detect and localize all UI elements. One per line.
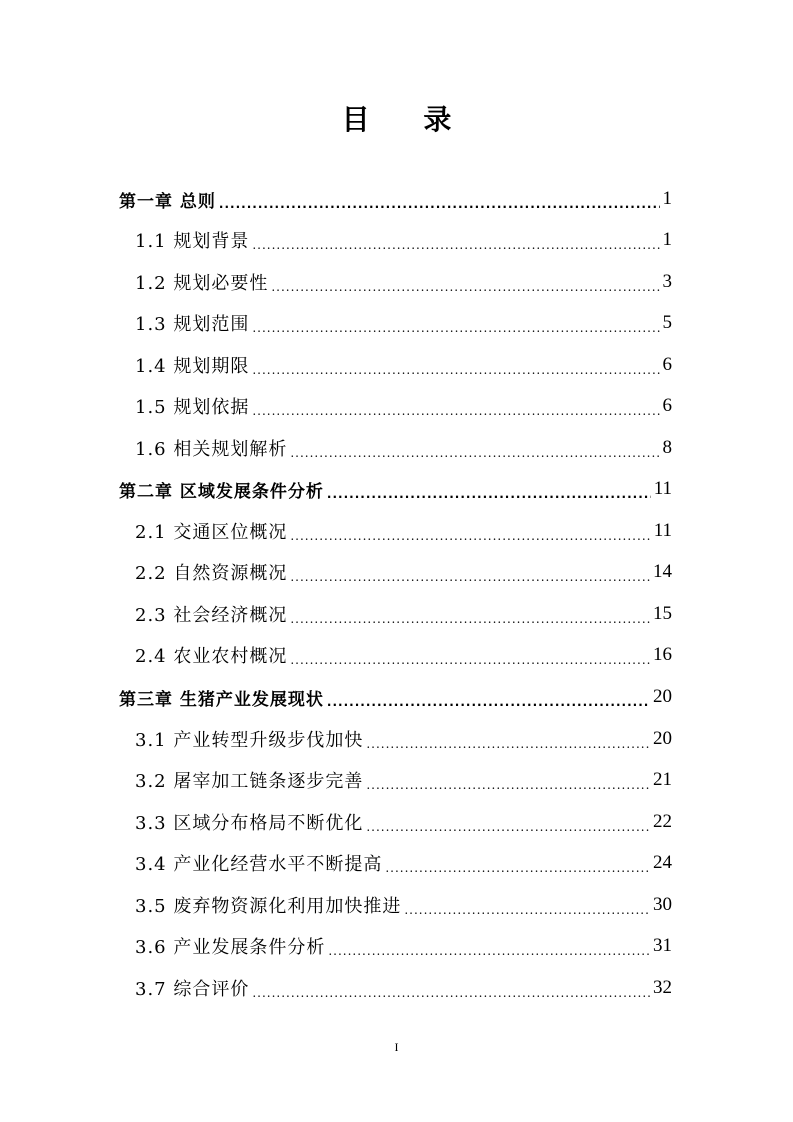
toc-entry-label: 2.4 农业农村概况 bbox=[135, 646, 288, 667]
toc-entry-label: 1.1 规划背景 bbox=[135, 231, 250, 252]
toc-entry-label: 第二章 区域发展条件分析 bbox=[119, 481, 324, 502]
toc-entry-2-3[interactable] bbox=[135, 594, 672, 634]
leader-dots bbox=[385, 861, 650, 875]
toc-entry-label: 第三章 生猪产业发展现状 bbox=[119, 689, 324, 710]
toc-entry-label: 3.2 屠宰加工链条逐步完善 bbox=[135, 771, 364, 792]
leader-dots bbox=[219, 197, 660, 211]
toc-entry-page: 6 bbox=[662, 354, 672, 375]
toc-entry-page: 24 bbox=[653, 852, 672, 873]
toc-entry-chapter-1[interactable] bbox=[119, 179, 672, 219]
leader-dots bbox=[252, 363, 659, 377]
toc-entry-1-3[interactable] bbox=[135, 303, 672, 343]
toc-entry-page: 11 bbox=[653, 520, 672, 541]
toc-entry-3-2[interactable] bbox=[135, 760, 672, 800]
leader-dots bbox=[327, 487, 651, 501]
toc-entry-label: 3.1 产业转型升级步伐加快 bbox=[135, 730, 364, 751]
toc-entry-label: 2.3 社会经济概况 bbox=[135, 605, 288, 626]
toc-entry-label: 2.1 交通区位概况 bbox=[135, 522, 288, 543]
leader-dots bbox=[290, 446, 659, 460]
leader-dots bbox=[327, 695, 650, 709]
toc-entry-page: 1 bbox=[662, 229, 672, 250]
leader-dots bbox=[290, 529, 650, 543]
toc-entry-page: 21 bbox=[653, 769, 672, 790]
toc-entry-page: 20 bbox=[653, 728, 672, 749]
toc-entry-page: 14 bbox=[653, 561, 672, 582]
toc-entry-1-4[interactable] bbox=[135, 345, 672, 385]
leader-dots bbox=[366, 737, 650, 751]
leader-dots bbox=[252, 404, 659, 418]
toc-entry-chapter-2[interactable] bbox=[119, 469, 672, 509]
toc-entry-page: 20 bbox=[653, 686, 672, 707]
toc-entry-label: 3.5 废弃物资源化利用加快推进 bbox=[135, 896, 402, 917]
toc-entry-label: 1.3 规划范围 bbox=[135, 314, 250, 335]
toc-title: 目 录 bbox=[341, 103, 474, 136]
toc-entry-label: 第一章 总则 bbox=[119, 191, 216, 212]
leader-dots bbox=[366, 820, 650, 834]
toc-entry-1-6[interactable] bbox=[135, 428, 672, 468]
toc-entry-label: 2.2 自然资源概况 bbox=[135, 563, 288, 584]
toc-entry-page: 1 bbox=[662, 188, 672, 209]
toc-entry-label: 1.2 规划必要性 bbox=[135, 273, 269, 294]
toc-entry-page: 32 bbox=[653, 977, 672, 998]
toc-entry-3-1[interactable] bbox=[135, 719, 672, 759]
leader-dots bbox=[328, 944, 650, 958]
toc-entry-page: 11 bbox=[653, 478, 672, 499]
leader-dots bbox=[252, 986, 650, 1000]
toc-entry-2-4[interactable] bbox=[135, 635, 672, 675]
toc-entry-3-5[interactable] bbox=[135, 885, 672, 925]
toc-entry-label: 3.4 产业化经营水平不断提高 bbox=[135, 854, 383, 875]
toc-entry-label: 3.6 产业发展条件分析 bbox=[135, 937, 326, 958]
toc-entry-label: 3.3 区域分布格局不断优化 bbox=[135, 813, 364, 834]
toc-entry-page: 3 bbox=[662, 271, 672, 292]
toc-entry-label: 3.7 综合评价 bbox=[135, 979, 250, 1000]
leader-dots bbox=[271, 280, 659, 294]
toc-entry-page: 15 bbox=[653, 603, 672, 624]
toc-entry-page: 30 bbox=[653, 894, 672, 915]
toc-entry-3-4[interactable] bbox=[135, 843, 672, 883]
toc-entry-1-2[interactable] bbox=[135, 262, 672, 302]
leader-dots bbox=[252, 238, 659, 252]
leader-dots bbox=[404, 903, 650, 917]
leader-dots bbox=[290, 570, 650, 584]
toc-entry-2-2[interactable] bbox=[135, 552, 672, 592]
leader-dots bbox=[252, 321, 659, 335]
toc-entry-page: 6 bbox=[662, 395, 672, 416]
toc-entry-1-5[interactable] bbox=[135, 386, 672, 426]
page-footer-number: I bbox=[394, 1040, 399, 1054]
toc-entry-page: 5 bbox=[662, 312, 672, 333]
toc-entry-page: 16 bbox=[653, 644, 672, 665]
toc-entry-page: 22 bbox=[653, 811, 672, 832]
toc-entry-page: 31 bbox=[653, 935, 672, 956]
toc-entry-3-6[interactable] bbox=[135, 926, 672, 966]
leader-dots bbox=[290, 653, 650, 667]
toc-entry-3-7[interactable] bbox=[135, 968, 672, 1008]
toc-entry-chapter-3[interactable] bbox=[119, 677, 672, 717]
toc-entry-label: 1.5 规划依据 bbox=[135, 397, 250, 418]
leader-dots bbox=[290, 612, 650, 626]
leader-dots bbox=[366, 778, 650, 792]
toc-entry-3-3[interactable] bbox=[135, 802, 672, 842]
toc-entry-page: 8 bbox=[662, 437, 672, 458]
toc-entry-label: 1.6 相关规划解析 bbox=[135, 439, 288, 460]
toc-entry-label: 1.4 规划期限 bbox=[135, 356, 250, 377]
toc-entry-1-1[interactable] bbox=[135, 220, 672, 260]
toc-entry-2-1[interactable] bbox=[135, 511, 672, 551]
